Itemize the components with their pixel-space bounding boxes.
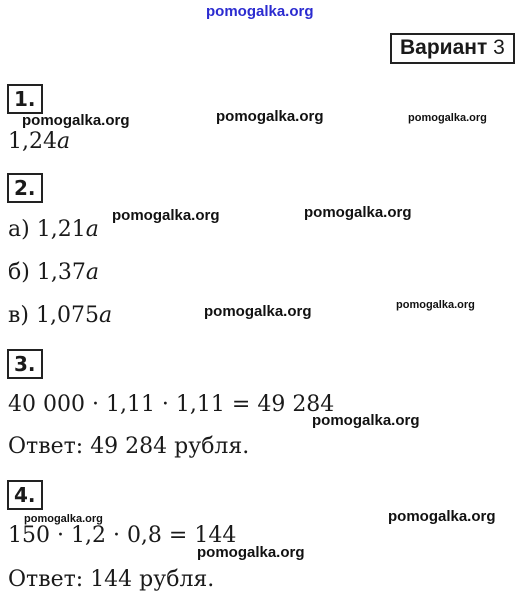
watermark: pomogalka.org <box>304 204 412 221</box>
variant-label-text: Вариант <box>400 36 488 59</box>
watermark: pomogalka.org <box>312 412 420 429</box>
watermark: pomogalka.org <box>396 299 475 311</box>
task-2-item-b <box>8 260 99 285</box>
variant-label <box>390 33 515 64</box>
task-2-item-c-number: 1,075 <box>35 303 99 328</box>
task-2-item-b-number: 1,37 <box>36 260 86 285</box>
task-2-item-c-prefix: в) <box>8 303 29 328</box>
task-1-number: 1. <box>7 84 43 114</box>
watermark: pomogalka.org <box>112 207 220 224</box>
task-3-number: 3. <box>7 349 43 379</box>
task-2-item-a-prefix: а) <box>8 217 30 242</box>
watermark-top: pomogalka.org <box>206 3 314 20</box>
watermark: pomogalka.org <box>216 108 324 125</box>
task-2-item-a-variable: a <box>85 217 99 242</box>
task-1-answer <box>8 129 70 154</box>
task-3-equation: 40 000 · 1,11 · 1,11 = 49 284 <box>8 392 335 417</box>
task-4-equation: 150 · 1,2 · 0,8 = 144 <box>8 523 237 548</box>
variant-number: 3 <box>493 36 505 59</box>
watermark: pomogalka.org <box>24 513 103 525</box>
watermark: pomogalka.org <box>408 112 487 124</box>
watermark: pomogalka.org <box>388 508 496 525</box>
task-2-item-c-variable: a <box>98 303 113 328</box>
task-4-answer: Ответ: 144 рубля. <box>8 567 215 592</box>
task-2-item-a <box>8 217 99 242</box>
task-4-number: 4. <box>7 480 43 510</box>
task-2-item-a-number: 1,21 <box>36 217 86 242</box>
watermark: pomogalka.org <box>22 112 130 129</box>
task-3-answer: Ответ: 49 284 рубля. <box>8 434 250 459</box>
task-1-answer-number: 1,24 <box>8 129 57 154</box>
task-2-item-b-prefix: б) <box>8 260 30 285</box>
task-2-number: 2. <box>7 173 43 203</box>
watermark: pomogalka.org <box>204 303 312 320</box>
watermark: pomogalka.org <box>197 544 305 561</box>
task-2-item-c <box>8 303 112 328</box>
task-1-answer-variable: a <box>56 129 71 154</box>
task-2-item-b-variable: a <box>85 260 99 285</box>
